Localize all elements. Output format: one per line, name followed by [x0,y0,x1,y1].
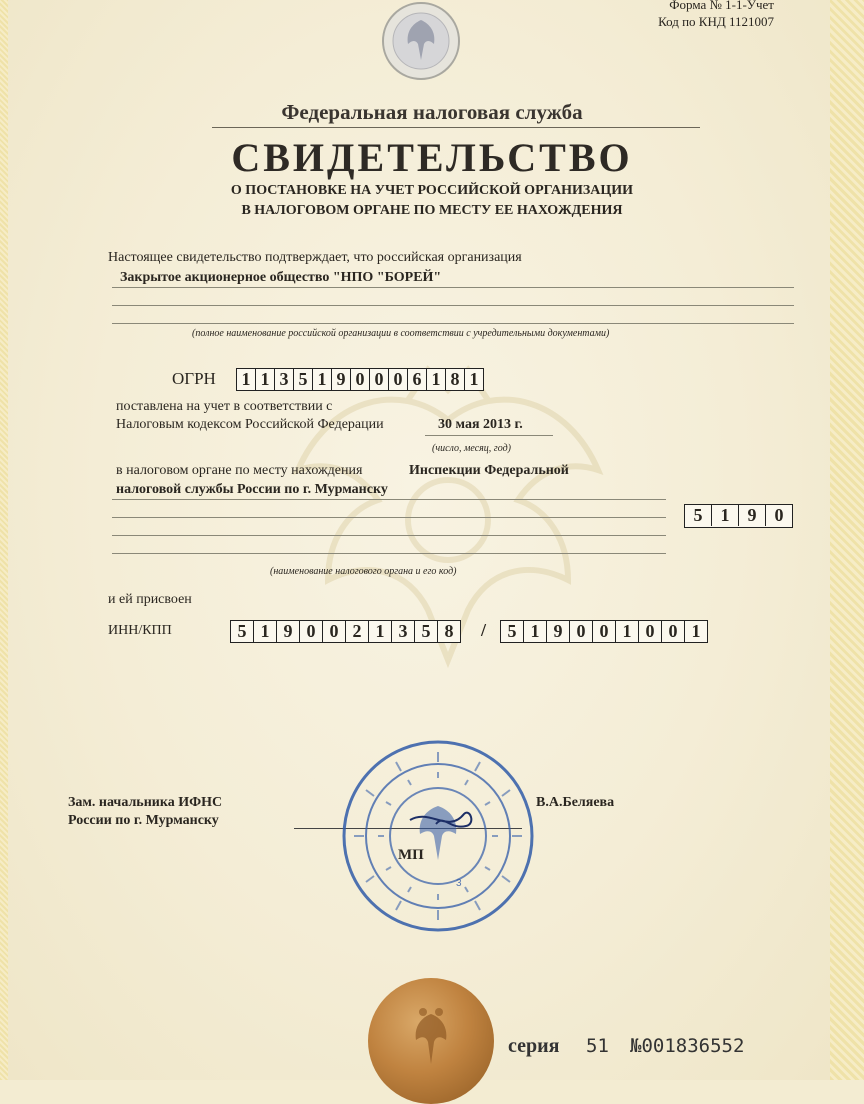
office-line-4 [112,553,666,554]
ogrn-label: ОГРН [172,369,216,388]
office-code-digit: 9 [738,505,765,526]
ogrn-digit: 3 [274,369,293,390]
emblem-top-icon [378,0,464,84]
signatory-position-2: России по г. Мурманску [68,813,219,828]
inn-digit: 2 [345,621,368,642]
tax-office-name-1: Инспекции Федеральной [409,463,569,478]
serial-series: 51 [586,1035,609,1057]
inn-digit: 0 [299,621,322,642]
ogrn-digit: 1 [426,369,445,390]
kpp-cells [500,620,708,643]
inn-digit: 5 [237,621,247,641]
inn-cells [230,620,461,643]
kpp-digit: 1 [684,621,707,642]
ogrn-digit: 1 [255,369,274,390]
tax-office-text: в налоговом органе по месту нахождения [116,463,363,478]
ogrn-digit: 5 [293,369,312,390]
registered-text: поставлена на учет в соответствии с [116,399,333,414]
kpp-digit: 0 [661,621,684,642]
ogrn-digit: 0 [388,369,407,390]
kpp-digit: 0 [592,621,615,642]
office-code-digit: 0 [765,505,792,526]
inn-digit: 5 [414,621,437,642]
inn-digit: 9 [276,621,299,642]
kpp-digit: 1 [615,621,638,642]
kpp-digit: 1 [523,621,546,642]
ogrn-digit: 0 [350,369,369,390]
inn-digit: 8 [437,621,460,642]
office-line-3 [112,535,666,536]
tax-office-caption: (наименование налогового органа и его код) [270,566,457,577]
office-code-digit: 1 [711,505,738,526]
document-title: СВИДЕТЕЛЬСТВО [231,135,633,180]
inn-digit: 3 [391,621,414,642]
document-subtitle [0,181,864,221]
ogrn-digit: 6 [407,369,426,390]
tax-office-code-cells [684,504,793,528]
gold-seal [368,978,494,1104]
ogrn-digit: 9 [331,369,350,390]
kpp-digit: 0 [569,621,592,642]
intro-text: Настоящее свидетельство подтверждает, что российская организация [108,250,522,265]
official-stamp-icon [340,738,536,934]
form-number-block [658,0,774,30]
inn-digit: 1 [368,621,391,642]
subtitle-line-2: В НАЛОГОВОМ ОРГАНЕ ПО МЕСТУ ЕЕ НАХОЖДЕНИЯ [241,203,623,218]
subtitle-line-1: О ПОСТАНОВКЕ НА УЧЕТ РОССИЙСКОЙ ОРГАНИЗАЦИИ [230,183,634,198]
org-line-3 [112,323,794,324]
org-line-1 [112,287,794,288]
org-line-2 [112,305,794,306]
stamp-mp-label: МП [398,847,424,863]
inn-kpp-separator: / [481,620,487,640]
ogrn-digit: 0 [369,369,388,390]
signatory-position-1: Зам. начальника ИФНС [68,795,223,810]
inn-digit: 1 [253,621,276,642]
inn-digit: 0 [322,621,345,642]
ogrn-digit: 1 [312,369,331,390]
serial-label: серия [508,1035,560,1057]
date-caption: (число, месяц, год) [432,443,511,454]
serial-number: №001836552 [630,1035,745,1057]
registration-date: 30 мая 2013 г. [438,417,523,432]
ogrn-digit: 1 [241,369,251,389]
ogrn-digit: 8 [445,369,464,390]
kpp-digit: 0 [638,621,661,642]
form-number: Форма № 1-1-Учет [669,0,774,12]
office-code-digit: 5 [693,505,703,525]
agency-underline [212,127,700,128]
knd-code: Код по КНД 1121007 [658,14,774,29]
inn-kpp-label: ИНН/КПП [108,623,172,638]
tax-code-text: Налоговым кодексом Российской Федерации [116,417,384,432]
tax-office-name-2: налоговой службы России по г. Мурманску [116,482,388,497]
office-line-1 [112,499,666,500]
office-line-2 [112,517,666,518]
date-line [425,435,553,436]
org-caption: (полное наименование российской организации в соответствии с учредительными документами) [192,328,610,339]
ogrn-digit: 1 [464,369,483,390]
assigned-text: и ей присвоен [108,592,192,607]
organization-name: Закрытое акционерное общество "НПО "БОРЕЙ" [120,270,442,285]
signatory-name: В.А.Беляева [536,795,615,810]
kpp-digit: 5 [507,621,517,641]
kpp-digit: 9 [546,621,569,642]
double-eagle-icon [390,1000,472,1082]
ogrn-cells [236,368,484,391]
agency-name: Федеральная налоговая служба [281,100,583,124]
svg-text:3: 3 [456,878,462,889]
